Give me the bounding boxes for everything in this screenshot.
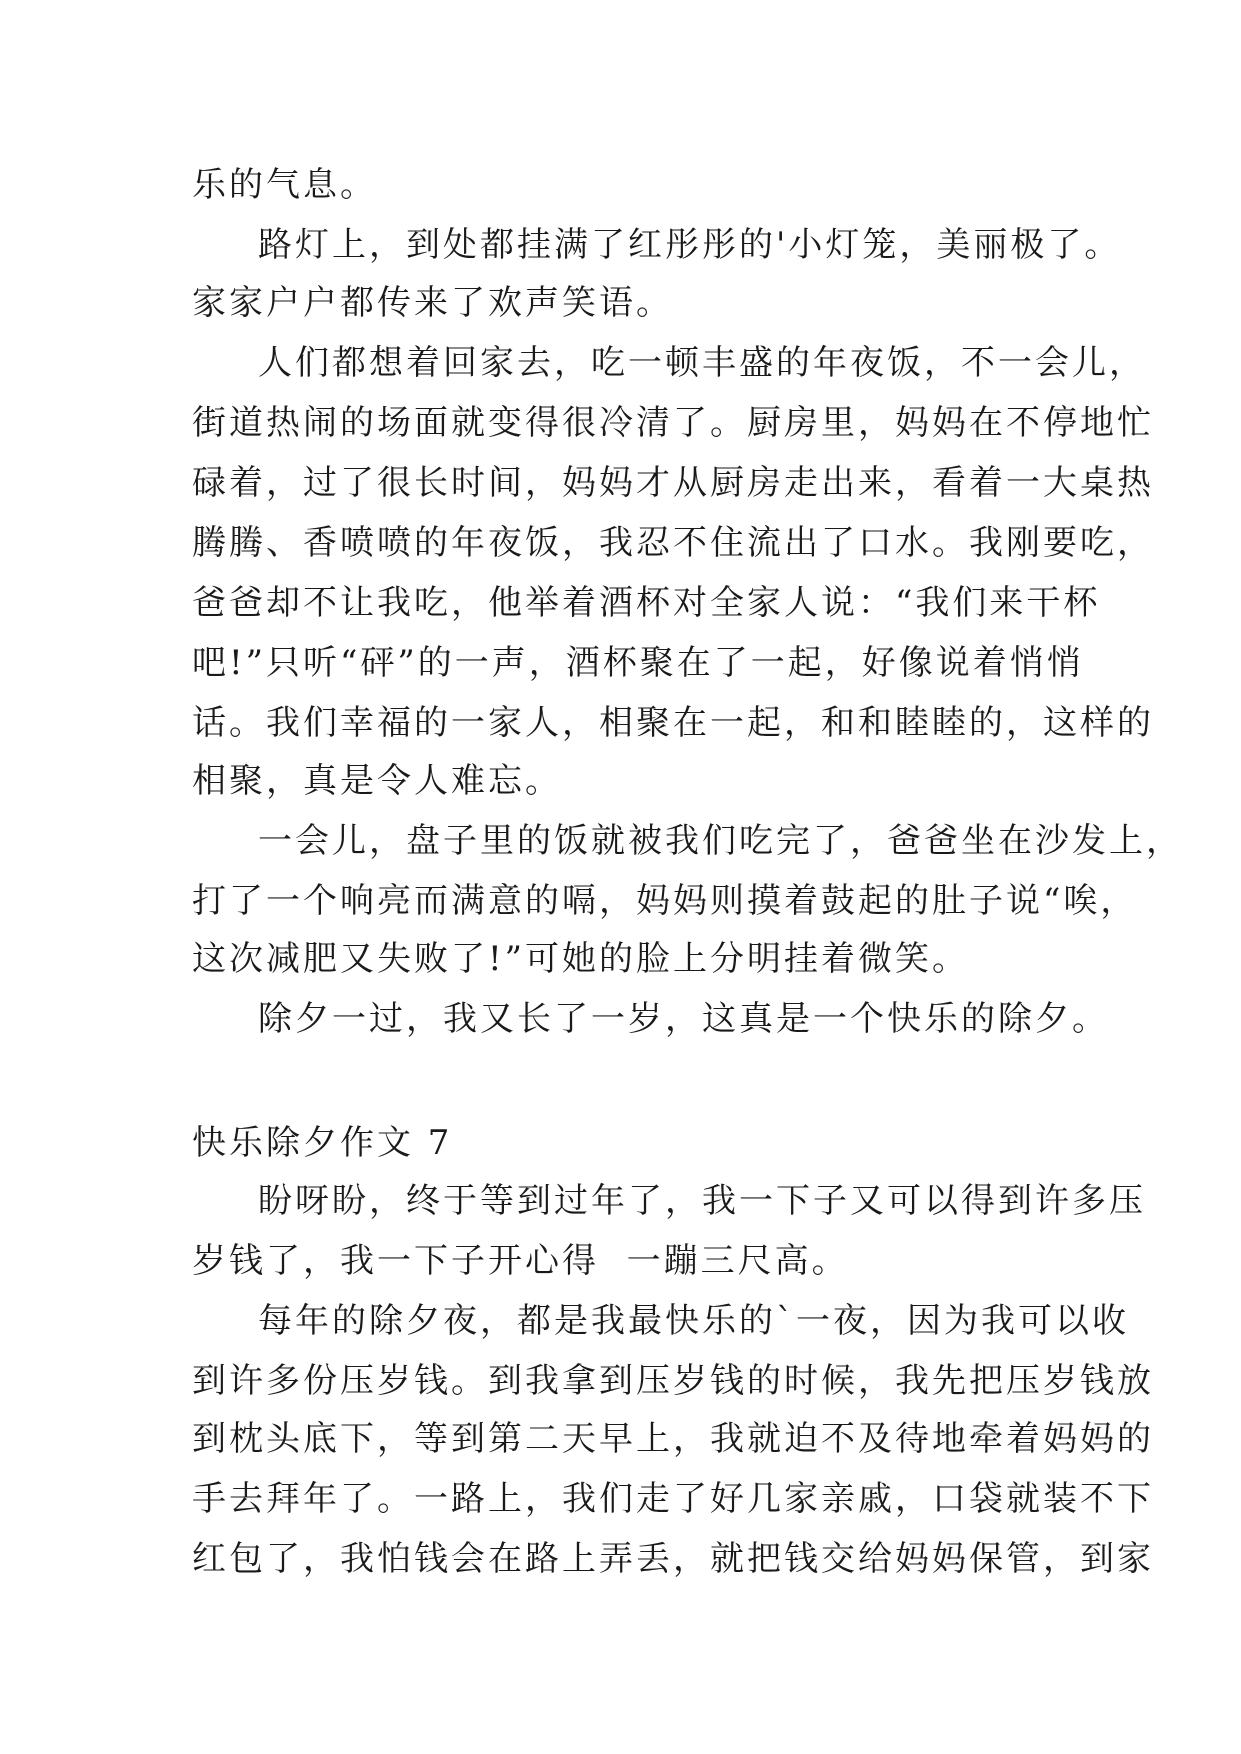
text-line: 爸爸却不让我吃，他举着酒杯对全家人说：“我们来干杯 <box>192 583 1101 623</box>
text-line: 手去拜年了。一路上，我们走了好几家亲戚，口袋就装不下 <box>192 1479 1154 1519</box>
section-heading: 快乐除夕作文 7 <box>192 1123 453 1163</box>
text-line: 打了一个响亮而满意的嗝，妈妈则摸着鼓起的肚子说“唉， <box>192 881 1138 921</box>
paragraph-first-line: 一会儿，盘子里的饭就被我们吃完了，爸爸坐在沙发上， <box>258 821 1183 861</box>
text-line: 到枕头底下，等到第二天早上，我就迫不及待地牵着妈妈的 <box>192 1419 1154 1459</box>
paragraph-first-line: 除夕一过，我又长了一岁，这真是一个快乐的除夕。 <box>258 999 1109 1039</box>
text-line: 街道热闹的场面就变得很冷清了。厨房里，妈妈在不停地忙 <box>192 403 1154 443</box>
text-line: 乐的气息。 <box>192 165 377 205</box>
paragraph-first-line: 人们都想着回家去，吃一顿丰盛的年夜饭，不一会儿， <box>258 343 1146 383</box>
text-line: 碌着，过了很长时间，妈妈才从厨房走出来，看着一大桌热 <box>192 463 1154 503</box>
text-line: 话。我们幸福的一家人，相聚在一起，和和睦睦的，这样的 <box>192 703 1154 743</box>
paragraph-first-line: 盼呀盼，终于等到过年了，我一下子又可以得到许多压 <box>258 1181 1146 1221</box>
text-line: 到许多份压岁钱。到我拿到压岁钱的时候，我先把压岁钱放 <box>192 1361 1154 1401</box>
text-line: 腾腾、香喷喷的年夜饭，我忍不住流出了口水。我刚要吃， <box>192 523 1154 563</box>
text-line: 岁钱了，我一下子开心得 一蹦三尺高。 <box>192 1241 849 1281</box>
paragraph-first-line: 每年的除夕夜，都是我最快乐的`一夜，因为我可以收 <box>258 1301 1129 1341</box>
text-line: 吧!”只听“砰”的一声，酒杯聚在了一起，好像说着悄悄 <box>192 643 1084 683</box>
text-line: 红包了，我怕钱会在路上弄丢，就把钱交给妈妈保管，到家 <box>192 1539 1154 1579</box>
text-line: 家家户户都传来了欢声笑语。 <box>192 283 673 323</box>
text-line: 这次减肥又失败了!”可她的脸上分明挂着微笑。 <box>192 939 970 979</box>
paragraph-first-line: 路灯上，到处都挂满了红彤彤的'小灯笼，美丽极了。 <box>258 225 1122 265</box>
text-line: 相聚，真是令人难忘。 <box>192 761 562 801</box>
